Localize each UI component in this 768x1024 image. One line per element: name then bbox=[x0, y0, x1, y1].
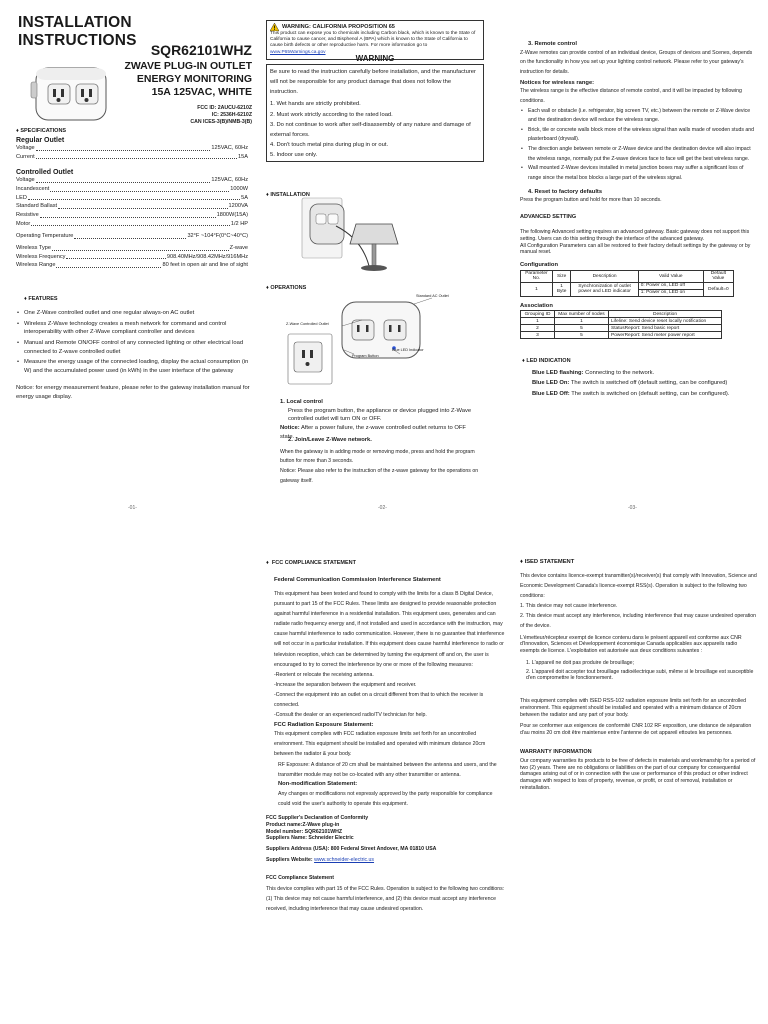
label-standard-outlet: Standard AC Outlet bbox=[416, 294, 449, 298]
fcc-id: FCC ID: 2AUCU-6210Z bbox=[197, 105, 252, 111]
led-item-label: Blue LED flashing: bbox=[532, 370, 584, 376]
led-item-label: Blue LED Off: bbox=[532, 390, 570, 397]
ised-rf-body: This equipment complies with ISED RSS-102 radiation exposure limits set forth for an uncontrolled environment. This equipment should be installed and operated with a minimum distance of 20cm between the radiator and any part of your body. bbox=[520, 698, 747, 718]
controlled-outlet-title: Controlled Outlet bbox=[16, 169, 74, 177]
warning-item: 4. Don't touch metal pins during plug in or out. bbox=[270, 141, 389, 148]
association-cell: PowerReport: Send meter power report bbox=[609, 332, 722, 339]
spec-row bbox=[16, 144, 248, 153]
advanced-setting-heading: ADVANCED SETTING bbox=[520, 214, 577, 220]
spec-label: Voltage bbox=[16, 177, 35, 184]
specifications-heading: ♦ SPECIFICATIONS bbox=[16, 128, 67, 134]
reset-title: 4. Reset to factory defaults bbox=[528, 188, 603, 195]
ised-fr-list bbox=[520, 660, 758, 682]
page-title: INSTALLATION INSTRUCTIONS bbox=[18, 14, 137, 49]
product-line-2: ENERGY MONITORING bbox=[136, 73, 252, 85]
spec-value: Z-wave bbox=[229, 244, 248, 251]
wireless-range-item: • Wall mounted Z-Wave devices installed in metal junction boxes may suffer a significant loss of range since the metal box blocks a large part of the wireless signal. bbox=[520, 164, 756, 183]
dot-leader bbox=[36, 182, 211, 183]
spec-row bbox=[16, 176, 248, 185]
product-heading bbox=[118, 42, 252, 126]
product-line-3: 15A 125VAC, WHITE bbox=[151, 86, 252, 98]
page-number-1: -01- bbox=[128, 505, 137, 511]
sdoc-line: Model number: SQR62101WHZ bbox=[266, 828, 343, 835]
spec-row bbox=[16, 261, 248, 270]
led-item bbox=[532, 378, 754, 388]
reset-body: Press the program button and hold for more than 10 seconds. bbox=[520, 197, 662, 204]
ised-body: This device contains licence-exempt transmitter(s)/receiver(s) that comply with Innovation, Science and Economic Development Canada's licence-exempt RSS(s). Operation is subject to the following two conditions: bbox=[520, 572, 757, 599]
remote-control-body: Z-Wave remotes can provide control of an individual device, Groups of devices and Scenes, depends on the functionality in how you set up your lighting control network. Please refer to your gateway's instruction for details. bbox=[520, 49, 753, 75]
led-item bbox=[532, 389, 754, 399]
device-image bbox=[28, 58, 112, 124]
page-number-2: -02- bbox=[378, 505, 387, 511]
spec-label: Incandescent bbox=[16, 185, 50, 192]
join-section bbox=[280, 436, 488, 486]
spec-value: 125VAC, 60Hz bbox=[211, 177, 248, 184]
spec-label: Standard Ballast bbox=[16, 203, 58, 210]
remote-control-title: 3. Remote control bbox=[528, 41, 577, 47]
feature-item: • Wireless Z-Wave technology creates a mesh network for command and control interoperability with other Z-Wave compliant controller and devices bbox=[16, 320, 250, 337]
spec-label: Wireless Type bbox=[16, 244, 52, 251]
spec-row bbox=[16, 211, 248, 220]
wireless-range-list bbox=[520, 107, 756, 184]
config-cell-value-1: 1: Power on, LED on bbox=[638, 289, 703, 296]
installation-heading: ♦ INSTALLATION bbox=[266, 192, 310, 198]
fcc-heading: ♦ FCC COMPLIANCE STATEMENT bbox=[266, 560, 356, 566]
ised-item: 1. This device may not cause interference. bbox=[520, 603, 618, 610]
supplier-website: Suppliers Website: www.schneider-electric.us bbox=[266, 857, 375, 864]
spec-row-operating: Operating Temperature 32°F ~104°F(0°C~40°C) bbox=[16, 233, 248, 240]
led-item-label: Blue LED On: bbox=[532, 380, 570, 387]
config-cell-value-0: 0: Power on, LED off bbox=[638, 282, 703, 289]
ised-heading: ♦ ISED STATEMENT bbox=[520, 559, 575, 565]
warning-intro: Be sure to read the instruction carefully before installation, and the manufacturer will not be responsible for any product damage that does not follow the instruction. bbox=[270, 69, 476, 96]
warning-item: 3. Do not continue to work after self-disassembly of any nature and damage of external forces. bbox=[270, 121, 471, 138]
config-cell-size: 1 Byte bbox=[552, 282, 571, 296]
dot-leader bbox=[52, 250, 229, 251]
fcc-nonmod-body: Any changes or modifications not expressly approved by the party responsible for compliance could void the user's authority to operate this equipment. bbox=[278, 790, 493, 807]
page-number-3: -03- bbox=[628, 505, 637, 511]
ised-fr-rf-body: Pour se conformer aux exigences de conformité CNR 102 RF exposition, une distance de séparation d'au moins 20 cm doit être maintenue entre l'antenne de cet appareil ettoutes les personnes. bbox=[520, 723, 752, 737]
sdoc-line: FCC Supplier's Declaration of Conformity bbox=[266, 815, 369, 821]
wireless-range-item: • Each wall or obstacle (i.e. refrigerator, big screen TV, etc.) between the remote or Z-Wave device and the destination device will reduce the wireless range. bbox=[520, 107, 756, 126]
fcc-nonmod-title: Non-modification Statement: bbox=[278, 780, 358, 787]
cert-ids bbox=[118, 105, 252, 126]
configuration-header-row bbox=[521, 270, 734, 282]
spec-value: 80 feet in open air and line of sight bbox=[162, 262, 248, 269]
label-blue-led: Blue LED Indicator bbox=[392, 348, 424, 352]
installation-illustration bbox=[296, 196, 416, 274]
spec-row bbox=[16, 194, 248, 203]
ic-id: IC: 2536H-6210Z bbox=[211, 112, 252, 119]
spec-row bbox=[16, 244, 248, 253]
led-item-text: The switch is switched off (default setting, can be configured) bbox=[570, 380, 728, 387]
warning-box bbox=[266, 64, 484, 162]
dot-leader bbox=[66, 258, 165, 259]
controlled-spec-list bbox=[16, 176, 248, 228]
advanced-setting-section bbox=[520, 214, 758, 339]
operations-diagram bbox=[282, 292, 482, 390]
fcc-measure-item: -Reorient or relocate the receiving antenna. bbox=[274, 671, 374, 678]
spec-value: 15A bbox=[238, 153, 248, 160]
config-cell-default: Default=0 bbox=[703, 282, 733, 296]
ised-fr-item: 2. L'appareil doit accepter tout brouillage radioélectrique subi, même si le brouillage est susceptible d'en compromettre le fonctionnement. bbox=[526, 668, 754, 682]
remote-control-section bbox=[520, 40, 756, 204]
join-notice: Notice: Please also refer to the instruction of the z-wave gateway for the operations on gateway itself. bbox=[280, 467, 479, 484]
fcc-interference-title: Federal Communication Commission Interference Statement bbox=[274, 577, 441, 583]
warning-item: 2. Must work strictly according to the rated load. bbox=[270, 111, 393, 118]
sdoc-line: Product name:Z-Wave plug-in bbox=[266, 821, 340, 828]
model-number: SQR62101WHZ bbox=[150, 42, 252, 58]
join-body: When the gateway is in adding mode or removing mode, press and hold the program button for more than 3 seconds. bbox=[280, 448, 475, 465]
supplier-website-link[interactable]: www.schneider-electric.us bbox=[314, 857, 375, 864]
configuration-table bbox=[520, 270, 734, 297]
spec-label: Resistive bbox=[16, 211, 39, 218]
local-control-section bbox=[280, 398, 480, 441]
warning-item: 1. Wet hands are strictly prohibited. bbox=[270, 101, 361, 108]
configuration-row bbox=[521, 282, 734, 289]
warning-item: 5. Indoor use only. bbox=[270, 152, 318, 159]
spec-label: Current bbox=[16, 153, 35, 160]
spec-row bbox=[16, 253, 248, 262]
association-row bbox=[521, 318, 722, 325]
assoc-header-group: Grouping ID bbox=[521, 311, 555, 318]
advanced-body-2: All Configuration Parameters can all be restored to their factory default settings by the gateway or by manual reset. bbox=[520, 242, 751, 256]
local-control-body: Press the program button, the appliance or device plugged into Z-Wave controlled outlet will turn ON or OFF. bbox=[288, 407, 472, 423]
led-indication-list bbox=[522, 368, 754, 399]
spec-label: Voltage bbox=[16, 145, 35, 151]
product-line-1: ZWAVE PLUG-IN OUTLET bbox=[124, 60, 252, 72]
wireless-spec-list bbox=[16, 244, 248, 270]
led-item-text: Connecting to the network. bbox=[585, 370, 655, 376]
ised-item: 2. This device must accept any interference, including interference that may cause undesired operation of the device. bbox=[520, 613, 757, 630]
ised-section bbox=[520, 558, 758, 792]
ised-fr-item: 1. L'appareil ne doit pas produire de brouillage; bbox=[526, 659, 634, 666]
prop65-link[interactable]: www.P65Warnings.ca.gov bbox=[270, 49, 326, 55]
spec-value: 1800W(15A) bbox=[216, 211, 248, 218]
features-section bbox=[16, 296, 250, 401]
fcc-measures-list bbox=[266, 670, 506, 721]
dot-leader bbox=[28, 199, 240, 200]
config-cell-no: 1 bbox=[521, 282, 553, 296]
dot-leader bbox=[36, 150, 211, 151]
association-cell: 5 bbox=[555, 325, 609, 332]
led-indication-section bbox=[522, 358, 754, 399]
warranty-heading: WARRANTY INFORMATION bbox=[520, 748, 592, 755]
sdoc-line: Suppliers Name: Schneider Electric bbox=[266, 835, 354, 842]
sdoc-section bbox=[266, 815, 506, 915]
association-cell: StatusReport: Send basic report bbox=[609, 325, 722, 332]
association-cell: 1 bbox=[555, 318, 609, 325]
spec-row bbox=[16, 220, 248, 229]
association-cell: 5 bbox=[555, 332, 609, 339]
wireless-range-item: • Brick, tile or concrete walls block more of the wireless signal than walls made of wooden studs and plasterboard (drywall). bbox=[520, 126, 756, 145]
association-row bbox=[521, 332, 722, 339]
fcc-measure-item: -Consult the dealer or an experienced radio/TV technician for help. bbox=[274, 712, 427, 719]
dot-leader bbox=[56, 267, 161, 268]
fcc-rf-title: FCC Radiation Exposure Statement: bbox=[274, 721, 374, 728]
association-cell: Lifeline: Send device reset locally notification bbox=[609, 318, 722, 325]
config-header-size: Size bbox=[552, 270, 571, 282]
fcc-measure-item: -Connect the equipment into an outlet on a circuit different from that to which the receiver is connected. bbox=[274, 692, 484, 709]
ised-fr-body: L'émetteur/récepteur exempt de licence contenu dans le présent appareil est conforme aux CNR d'Innovation, Sciences et Développement économique Canada applicables aux appareils radio exempts de licence. L'exploitation est autorisée aux deux conditions suivantes : bbox=[520, 634, 742, 655]
prop65-body: This product can expose you to chemicals including Carbon black, which is known to the State of California to cause cancer, and Bisphenol A (BPA) which is known to the State of California to cause birth defects or other reproductive harm. For more information go to bbox=[270, 31, 476, 49]
spec-value: 1000W bbox=[230, 185, 248, 192]
features-list bbox=[16, 309, 250, 376]
specifications-section bbox=[16, 128, 248, 270]
dot-leader bbox=[36, 158, 237, 159]
config-header-description: Description bbox=[571, 270, 638, 282]
spec-value: 5A bbox=[241, 194, 248, 201]
assoc-header-nodes: Max number of nodes bbox=[555, 311, 609, 318]
configuration-title: Configuration bbox=[520, 262, 558, 268]
config-header-valid: Valid Value bbox=[638, 270, 703, 282]
sdoc-list bbox=[266, 815, 506, 842]
dot-leader bbox=[50, 191, 229, 192]
fcc-rf-body-2: RF Exposure: A distance of 20 cm shall be maintained between the antenna and users, and the transmitter module may not be co-located with any other transmitter or antenna. bbox=[278, 761, 497, 778]
association-cell: 3 bbox=[521, 332, 555, 339]
led-item-text: The switch is switched on (default setting, can be configured). bbox=[571, 390, 730, 397]
dot-leader bbox=[31, 225, 230, 226]
spec-value: 1/2 HP bbox=[230, 220, 248, 227]
association-header-row bbox=[521, 311, 722, 318]
prop65-title: WARNING: CALIFORNIA PROPOSITION 65 bbox=[282, 24, 395, 30]
spec-value: 908.40MHz/908.42MHz/916MHz bbox=[166, 253, 248, 260]
supplier-address: Suppliers Address (USA): 800 Federal Street Andover, MA 01810 USA bbox=[266, 846, 437, 852]
association-row bbox=[521, 325, 722, 332]
fcc-section bbox=[266, 560, 506, 809]
dot-leader bbox=[58, 208, 227, 209]
fcc-rf-body: This equipment complies with FCC radiation exposure limits set forth for an uncontrolled environment. This equipment should be installed and operated with minimum distance 20cm between the radiator & your body. bbox=[274, 731, 486, 758]
association-title: Association bbox=[520, 302, 553, 309]
label-program-button: Program Button bbox=[352, 354, 379, 358]
spec-label: LED bbox=[16, 194, 27, 201]
ised-list bbox=[520, 601, 758, 631]
operations-heading: ♦ OPERATIONS bbox=[266, 285, 307, 291]
spec-label: Motor bbox=[16, 220, 31, 227]
warranty-body: Our company warranties its products to be free of defects in materials and workmanship for a period of two (2) years. There are no obligations or liabilities on the part of our company for consequential damages arising out of or in connection with the use or performance of this product or other indirect damages with respect to loss of property, revenue, or profit, or cost of removal, installation or reinstallation. bbox=[520, 757, 756, 791]
regular-spec-list bbox=[16, 144, 248, 161]
wireless-range-item: • The direction angle between remote or Z-Wave device and the destination device will also impact the wireless range, normally put the Z-wave devices face to face will get the best wireless range. bbox=[520, 145, 756, 164]
led-indication-heading: ♦ LED INDICATION bbox=[522, 358, 571, 364]
warning-triangle-icon bbox=[270, 23, 279, 31]
association-cell: 1 bbox=[521, 318, 555, 325]
config-header-default: Default Value bbox=[703, 270, 733, 282]
config-header-param: Parameter No. bbox=[521, 270, 553, 282]
dot-leader bbox=[40, 217, 216, 218]
warning-title: WARNING bbox=[355, 54, 395, 63]
wireless-notices-body: The wireless range is the effective distance of remote control, and it will be impacted by following conditions. bbox=[520, 88, 742, 104]
ices-id: CAN ICES-3(B)/NMB-3(B) bbox=[190, 119, 252, 126]
feature-item: • One Z-Wave controlled outlet and one regular always-on AC outlet bbox=[16, 309, 250, 318]
spec-label: Wireless Frequency bbox=[16, 253, 66, 260]
wireless-notices-title: Notices for wireless range: bbox=[520, 79, 595, 86]
fcc-interference-body: This equipment has been tested and found to comply with the limits for a class B Digital Device, pursuant to part 15 of the FCC Rules. These limits are designed to provide reasonable protection against harmful interference in a residential installation. This equipment uses, generates and can radiate radio frequency energy and, if not installed and used in accordance with the instruction, may cause harmful interference to radio communication. However, there is no guarantee that interference will not occur in a particular installation. If this equipment does cause harmful interference to radio or television reception, which can be determined by turning the equipment off and on, the user is encouraged to try to correct the interference by one or more of the following measures: bbox=[274, 590, 505, 668]
advanced-body-1: The following Advanced setting requires an advanced gateway. Basic gateway does not support this setting. Users can do this setting through the interface of the advanced gateway. bbox=[520, 229, 750, 242]
spec-row bbox=[16, 202, 248, 211]
features-notice: Notice: for energy measurement feature, please refer to the gateway installation manual for energy usage display. bbox=[16, 384, 250, 400]
spec-row bbox=[16, 153, 248, 162]
association-cell: 2 bbox=[521, 325, 555, 332]
label-controlled-outlet: Z-Wave Controlled Outlet bbox=[286, 322, 329, 326]
spec-row bbox=[16, 185, 248, 194]
warning-list bbox=[270, 99, 480, 160]
regular-outlet-title: Regular Outlet bbox=[16, 137, 65, 144]
features-heading: ♦ FEATURES bbox=[24, 296, 58, 302]
local-control-notice: Notice: After a power failure, the z-wave controlled outlet returns to OFF state. bbox=[280, 425, 466, 440]
config-cell-desc: Synchronization of outlet power and LED indicator bbox=[571, 282, 638, 296]
association-table bbox=[520, 310, 722, 339]
fcc-measure-item: -Increase the separation between the equipment and receiver. bbox=[274, 681, 417, 688]
feature-item: • Manual and Remote ON/OFF control of any connected lighting or other electrical load connected to Z-wave controlled outlet bbox=[16, 339, 250, 356]
spec-value: 125VAC, 60Hz bbox=[211, 145, 248, 151]
spec-value: 1200VA bbox=[228, 203, 248, 210]
fcc-compliance-body: This device complies with part 15 of the FCC Rules. Operation is subject to the following two conditions: (1) This device may not cause harmful interference, and (2) this device must accept any interference received, including interference that may cause undesired operation. bbox=[266, 886, 505, 913]
join-title: 2. Join/Leave Z-Wave network. bbox=[288, 437, 372, 443]
fcc-compliance-title: FCC Compliance Statement bbox=[266, 875, 335, 882]
feature-item: • Measure the energy usage of the connected loading, display the actual consumption (in W) and the accumulated power used (in kWh) in the user interface of the gateway bbox=[16, 358, 250, 375]
spec-label: Wireless Range bbox=[16, 262, 56, 269]
led-item bbox=[532, 368, 754, 378]
assoc-header-description: Description bbox=[609, 311, 722, 318]
local-control-title: 1. Local control bbox=[280, 399, 323, 405]
